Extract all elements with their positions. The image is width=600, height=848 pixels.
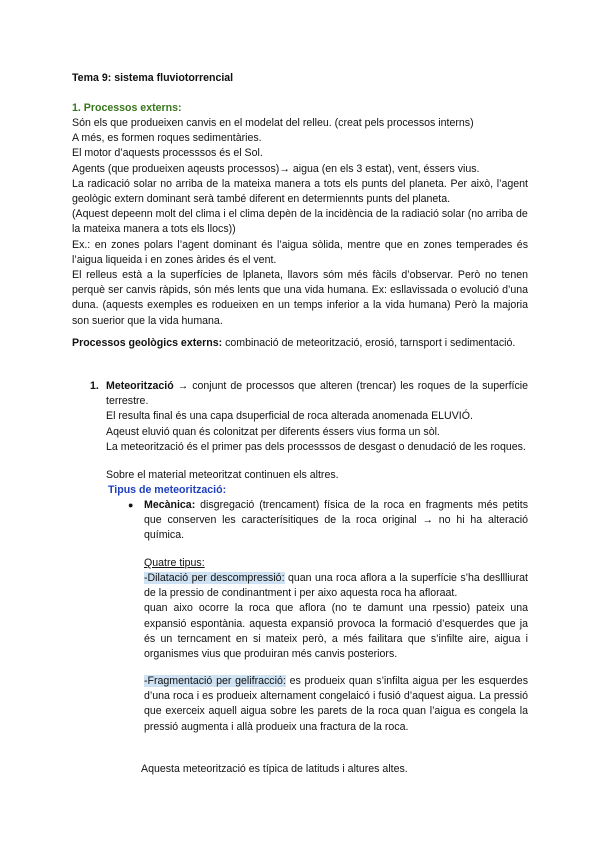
fragmentacio-block xyxy=(144,674,528,735)
primer-pas-paragraph: La meteorització és el primer pas dels processsos de desgast o denudació de les roques. xyxy=(106,440,526,453)
document-title: Tema 9: sistema fluviotorrencial xyxy=(72,72,234,84)
intro-line: El motor d’aquests processsos és el Sol. xyxy=(72,147,263,160)
example-paragraph: Ex.: en zones polars l’agent dominant és l’aigua sòlida, mentre que en zones temperades és l’aigua liqueida i en zones àrides és el vent. xyxy=(72,238,528,266)
bullet-dot-icon: ● xyxy=(128,500,134,510)
meteoritzacio-body xyxy=(106,379,528,455)
meteoritzacio-definition xyxy=(106,379,528,409)
dilatacio-text: quan una roca aflora a la superfície s’ha desllliurat de la pressio de condinantment i per aixo aquesta roca ha afloraat. xyxy=(144,572,528,600)
intro-line: Agents (que produeixen aqeusts processos)→ aigua (en els 3 estat), vent, éssers vius. xyxy=(72,162,480,175)
fragmentacio-paragraph xyxy=(144,674,528,735)
processos-text: combinació de meteorització, erosió, tarnsport i sedimentació. xyxy=(222,337,516,349)
processos-geologics-paragraph xyxy=(72,336,528,351)
dilatacio-block xyxy=(144,571,528,662)
processos-label: Processos geològics externs: xyxy=(72,337,223,349)
section-heading-processos-externs: 1. Processos externs: xyxy=(72,102,182,114)
eluvio-line: El resulta final és una capa dsuperficial de roca alterada anomenada ELUVIÓ. xyxy=(106,410,473,423)
relleus-paragraph: El relleus està a la superfícies de lplaneta, llavors sóm més fàcils d’observar. Però no tenen perquè ser canvis ràpids, són més lents que una vida humana. Ex: esllavissada o evolució d’una duna. (aquests exemples es rodueixen en un temps inferior a la vida humana) Però la majoria son suerior que la vida humana. xyxy=(72,269,528,327)
fragmentacio-label-highlight: -Fragmentació per gelifracció: xyxy=(144,675,286,687)
dilatacio-paragraph xyxy=(144,571,528,601)
meteoritzacio-label: Meteorització xyxy=(106,380,174,392)
dilatacio-label-highlight: -Dilatació per descompressió: xyxy=(144,572,285,584)
closing-line: Aquesta meteorització es típica de latituds i altures altes. xyxy=(141,763,408,775)
intro-line: A més, es formen roques sedimentàries. xyxy=(72,132,262,145)
tipus-heading: Tipus de meteorització: xyxy=(108,484,227,496)
dilatacio-paragraph-2: quan aixo ocorre la roca que aflora (no te damunt una rpessio) pateix una expansió espontània. aquesta expansió provoca la formació d’esquerdes que ja és un terncament en si mateix però, a més failitara que s’infilte aire, aigua i organismes vius que produiran més canvis posteriors. xyxy=(144,602,528,661)
sol-line: Aqeust eluvió quan és colonitzat per diferents éssers vius forma un sòl. xyxy=(106,425,440,438)
list-number: 1. xyxy=(90,380,99,392)
section-intro xyxy=(72,116,528,329)
mecanica-paragraph xyxy=(144,498,528,544)
depeenn-paragraph: (Aquest depeenn molt del clima i el clima depèn de la incidència de la radiació solar (no arriba de la mateixa manera a tots els llocs)) xyxy=(72,208,528,236)
fragmentacio-text: es produeix quan s’infilta aigua per les esquerdes d’una roca i es produeix alternament congelaicó i fusió d’aquest aigua. La pressió que exerceix aquell aigua sobre les parets de la roca quan l’aigua es congela la pressió augmenta i allà produeix una fractura de la roca. xyxy=(144,675,528,733)
radiacio-paragraph: La radicació solar no arriba de la mateixa manera a tots els punts del planeta. Per això, l’agent geològic extern dominant serà també diferent en determiennts punts del planeta. xyxy=(72,177,528,206)
sobre-line: Sobre el material meteoritzat continuen els altres. xyxy=(106,469,339,481)
quatre-tipus-label: Quatre tipus: xyxy=(144,557,205,569)
intro-line: Són els que produeixen canvis en el modelat del relleu. (creat pels processos interns) xyxy=(72,117,474,129)
mecanica-item xyxy=(144,498,528,544)
mecanica-label: Mecànica: xyxy=(144,499,196,511)
mecanica-text: disgregació (trencament) física de la roca en fragments més petits que conserven les caracterísitiques de la roca original → no hi ha alteració química. xyxy=(144,499,528,542)
meteoritzacio-def-text: → conjunt de processos que alteren (trencar) les roques de la superfície terrestre. xyxy=(106,380,528,408)
